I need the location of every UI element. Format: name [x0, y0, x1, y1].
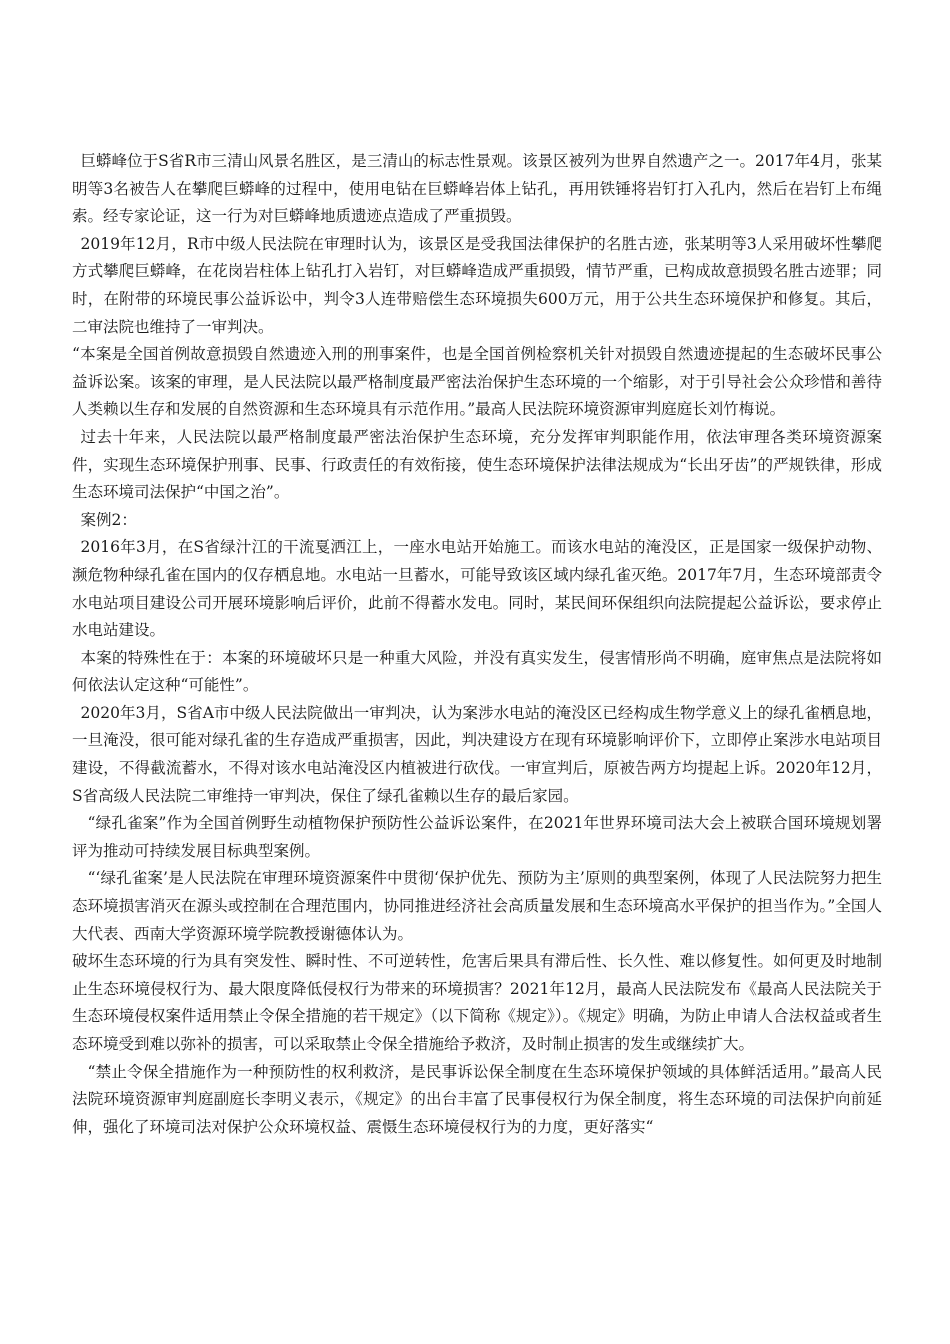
paragraph-hydropower-station: 2016年3月，在S省绿汁江的干流戛洒江上，一座水电站开始施工。而该水电站的淹没区，正是国家一级保护动物、濒危物种绿孔雀在国内的仅存栖息地。水电站一旦蓄水，可能导致该区域内绿孔雀灭绝。2017年7月，生态环境部责令水电站项目建设公司开展环境影响后评价，此前不得蓄水发电。同时，某民间环保组织向法院提起公益诉讼，要求停止水电站建设。	[72, 538, 882, 640]
paragraph-liu-zhumei-quote: “本案是全国首例故意损毁自然遗迹入刑的刑事案件，也是全国首例检察机关针对损毁自然遗迹提起的生态破坏民事公益诉讼案。该案的审理，是人民法院以最严格制度最严密法治保护生态环境的一个缩影，对于引导社会公众珍惜和善待人类赖以生存和发展的自然资源和生态环境具有示范作用。”最高人民法院环境资源审判庭庭长刘竹梅说。	[72, 345, 882, 419]
paragraph-injunction-rules: 破坏生态环境的行为具有突发性、瞬时性、不可逆转性，危害后果具有滞后性、长久性、难以修复性。如何更及时地制止生态环境侵权行为、最大限度降低侵权行为带来的环境损害？2021年12月，最高人民法院发布《最高人民法院关于生态环境侵权案件适用禁止令保全措施的若干规定》（以下简称《规定》）。《规定》明确，为防止申请人合法权益或者生态环境受到难以弥补的损害，可以采取禁止令保全措施给予救济，及时制止损害的发生或继续扩大。	[72, 952, 882, 1053]
article-body	[72, 148, 882, 1141]
paragraph-first-instance-ruling: 2019年12月，R市中级人民法院在审理时认为，该景区是受我国法律保护的名胜古迹，张某明等3人采用破坏性攀爬方式攀爬巨蟒峰，在花岗岩柱体上钻孔打入岩钉，对巨蟒峰造成严重损毁，情节严重，已构成故意损毁名胜古迹罪；同时，在附带的环境民事公益诉讼中，判令3人连带赔偿生态环境损失600万元，用于公共生态环境保护和修复。其后，二审法院也维持了一审判决。	[72, 234, 882, 336]
paragraph-typical-case: “绿孔雀案”作为全国首例野生动植物保护预防性公益诉讼案件，在2021年世界环境司法大会上被联合国环境规划署评为推动可持续发展目标典型案例。	[72, 814, 882, 860]
paragraph-xie-deti-quote: “‘绿孔雀案’是人民法院在审理环境资源案件中贯彻‘保护优先、预防为主’原则的典型案例，体现了人民法院努力把生态环境损害消灭在源头或控制在合理范围内，协同推进经济社会高质量发展和生态环境高水平保护的担当作为。”全国人大代表、西南大学资源环境学院教授谢德体认为。	[72, 869, 882, 943]
paragraph-past-decade: 过去十年来，人民法院以最严格制度最严密法治保护生态环境，充分发挥审判职能作用，依法审理各类环境资源案件，实现生态环境保护刑事、民事、行政责任的有效衔接，使生态环境保护法律法规成为“长出牙齿”的严规铁律，形成生态环境司法保护“中国之治”。	[72, 427, 882, 502]
paragraph-green-peacock-ruling: 2020年3月，S省A市中级人民法院做出一审判决，认为案涉水电站的淹没区已经构成生物学意义上的绿孔雀栖息地，一旦淹没，很可能对绿孔雀的生存造成严重损害，因此，判决建设方在现有环境影响评价下，立即停止案涉水电站项目建设，不得截流蓄水，不得对该水电站淹没区内植被进行砍伐。一审宣判后，原被告两方均提起上诉。2020年12月，S省高级人民法院二审维持一审判决，保住了绿孔雀赖以生存的最后家园。	[72, 703, 882, 805]
paragraph-jumangfeng-intro: 巨蟒峰位于S省R市三清山风景名胜区，是三清山的标志性景观。该景区被列为世界自然遗产之一。2017年4月，张某明等3名被告人在攀爬巨蟒峰的过程中，使用电钻在巨蟒峰岩体上钻孔，再用铁锤将岩钉打入孔内，然后在岩钉上布绳索。经专家论证，这一行为对巨蟒峰地质遗迹点造成了严重损毁。	[72, 152, 882, 226]
paragraph-case-particularity: 本案的特殊性在于：本案的环境破坏只是一种重大风险，并没有真实发生，侵害情形尚不明确，庭审焦点是法院将如何依法认定这种“可能性”。	[72, 648, 882, 695]
paragraph-li-mingyi-quote: “禁止令保全措施作为一种预防性的权利救济，是民事诉讼保全制度在生态环境保护领域的具体鲜活适用。”最高人民法院环境资源审判庭副庭长李明义表示，《规定》的出台丰富了民事侵权行为保全制度，将生态环境的司法保护向前延伸，强化了环境司法对保护公众环境权益、震慑生态环境侵权行为的力度，更好落实“	[72, 1062, 882, 1136]
case-2-heading: 案例2：	[80, 510, 137, 529]
